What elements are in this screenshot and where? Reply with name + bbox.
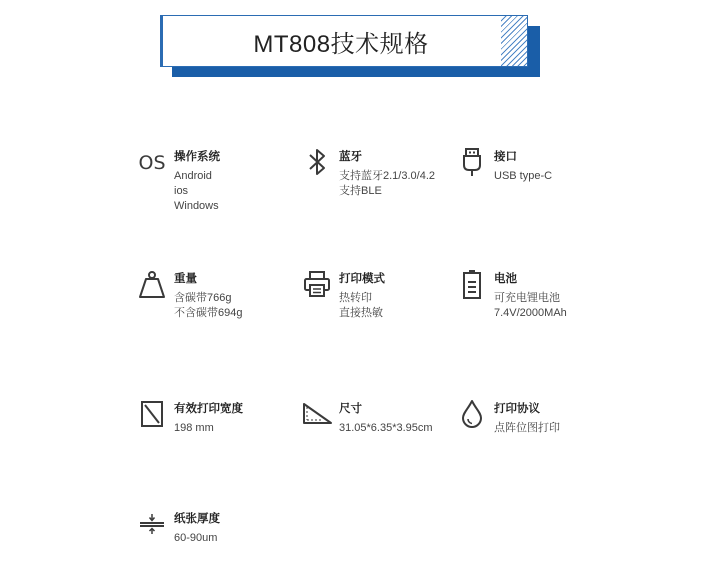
spec-dimensions [301, 398, 433, 436]
spec-value: Windows [174, 200, 219, 212]
printer-icon [301, 268, 333, 300]
spec-value: 点阵位图打印 [494, 422, 560, 434]
spec-label: 打印协议 [494, 403, 540, 415]
spec-print-width [136, 398, 243, 436]
spec-value: 7.4V/2000MAh [494, 307, 567, 319]
spec-value: Android [174, 170, 212, 182]
spec-value: 支持蓝牙2.1/3.0/4.2 [339, 170, 435, 182]
spec-label: 打印模式 [339, 273, 385, 285]
usb-icon [456, 146, 488, 178]
spec-print-mode [301, 268, 385, 321]
spec-print-protocol [456, 398, 560, 436]
spec-os [136, 146, 220, 214]
spec-label: 有效打印宽度 [174, 403, 243, 415]
os-icon [136, 146, 168, 178]
droplet-icon [456, 398, 488, 430]
dimension-icon [301, 398, 333, 430]
spec-value: 198 mm [174, 422, 214, 434]
banner-stripes-decoration [501, 16, 527, 66]
battery-icon [456, 268, 488, 300]
spec-label: 重量 [174, 273, 197, 285]
spec-label: 尺寸 [339, 403, 362, 415]
spec-value: 不含碳带694g [174, 307, 243, 319]
spec-value: ios [174, 185, 189, 197]
spec-value: USB type-C [494, 170, 553, 182]
spec-value: 直接热敏 [339, 307, 383, 319]
spec-bluetooth [301, 146, 435, 199]
spec-value: 可充电锂电池 [494, 292, 560, 304]
print-width-icon [136, 398, 168, 430]
spec-battery [456, 268, 567, 321]
spec-label: 电池 [494, 273, 517, 285]
spec-label: 纸张厚度 [174, 513, 220, 525]
weight-icon [136, 268, 168, 300]
bluetooth-icon [301, 146, 333, 178]
title-banner [160, 15, 528, 67]
svg-text:OS: OS [138, 152, 166, 173]
spec-weight [136, 268, 242, 321]
spec-label: 蓝牙 [339, 151, 362, 163]
page-title: MT808技术规格 [253, 30, 429, 58]
spec-value: 31.05*6.35*3.95cm [339, 422, 433, 434]
spec-paper-thickness [136, 508, 220, 546]
spec-value: 含碳带766g [174, 292, 232, 304]
spec-value: 支持BLE [339, 185, 382, 197]
spec-label: 操作系统 [174, 151, 220, 163]
spec-value: 热转印 [339, 292, 372, 304]
spec-value: 60-90um [174, 532, 218, 544]
spec-label: 接口 [494, 151, 517, 163]
spec-interface [456, 146, 552, 184]
paper-thickness-icon [136, 508, 168, 540]
